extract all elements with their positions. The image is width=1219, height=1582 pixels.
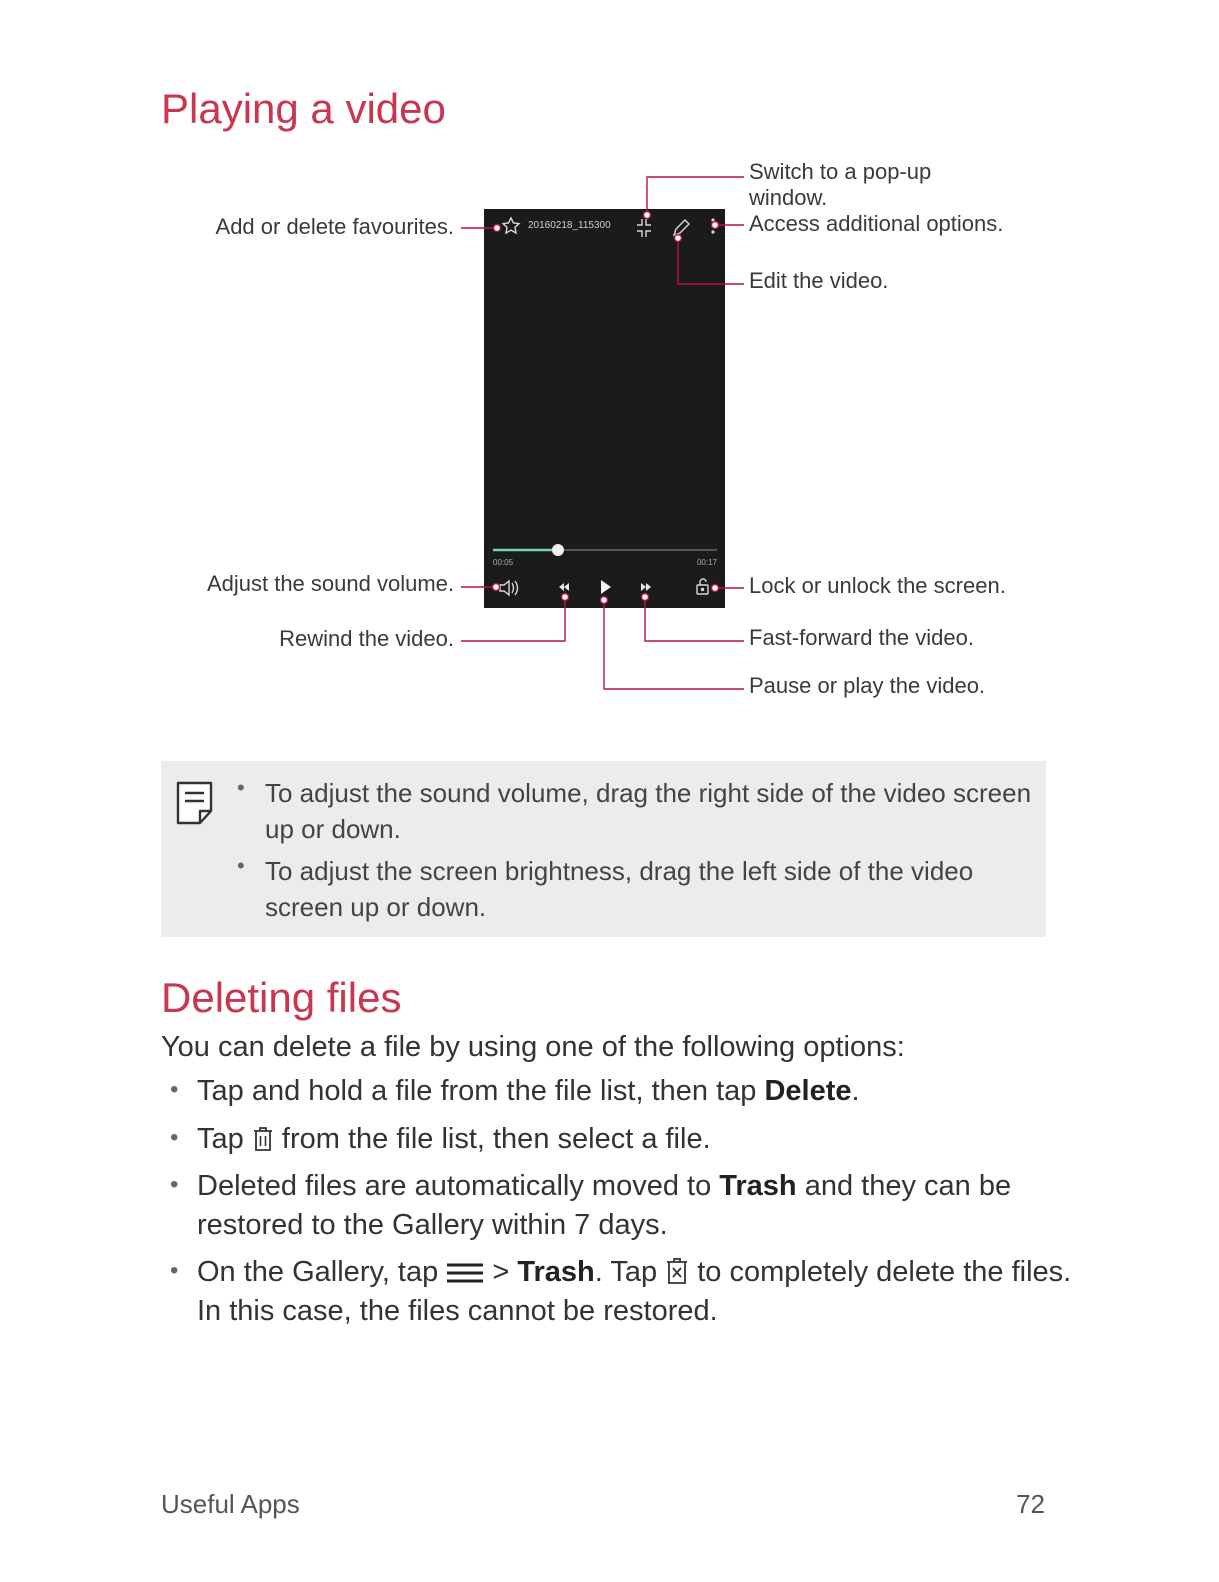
list-bullet: • (170, 1257, 179, 1284)
delete-forever-icon (665, 1257, 689, 1285)
callout-favourites: Add or delete favourites. (215, 214, 454, 239)
callout-popup-line2: window. (749, 185, 828, 210)
note-box (161, 761, 1046, 937)
delete-option-2: Tap from the file list, then select a file. (197, 1123, 711, 1155)
section-title-playing: Playing a video (161, 85, 446, 132)
list-bullet: • (170, 1076, 179, 1103)
delete-option-1: Tap and hold a file from the file list, then tap Delete. (197, 1075, 860, 1107)
callout-fastforward: Fast-forward the video. (749, 625, 974, 650)
menu-icon (446, 1261, 484, 1285)
callout-leaders (0, 0, 1219, 760)
trash-icon (252, 1126, 274, 1152)
page-number: 72 (1016, 1489, 1045, 1519)
list-bullet: • (170, 1124, 179, 1151)
delete-option-3: Deleted files are automatically moved to Trash and they can be restored to the Gallery within 7 days. (197, 1170, 1012, 1241)
section-title-deleting: Deleting files (161, 974, 402, 1021)
callout-volume: Adjust the sound volume. (206, 571, 454, 596)
deleting-intro: You can delete a file by using one of the following options: (161, 1031, 905, 1063)
list-bullet: • (170, 1171, 179, 1198)
note-item-1: To adjust the sound volume, drag the right side of the video screen up or down. (265, 778, 1032, 844)
trash-label: Trash (719, 1170, 797, 1202)
time-total: 00:17 (696, 558, 717, 567)
delete-label: Delete (764, 1075, 852, 1107)
callout-lock: Lock or unlock the screen. (749, 573, 1006, 598)
callout-edit: Edit the video. (749, 268, 889, 293)
note-icon (175, 780, 215, 826)
trash-label: Trash (517, 1256, 595, 1288)
callout-options: Access additional options. (749, 211, 1004, 236)
note-bullet: • (237, 775, 245, 800)
delete-option-4: On the Gallery, tap > Trash. Tap to completely delete the files. In this case, the files cannot be restored. (197, 1256, 1072, 1327)
video-filename: 20160218_115300 (528, 220, 611, 231)
callout-playpause: Pause or play the video. (749, 673, 986, 698)
callout-rewind: Rewind the video. (279, 626, 454, 651)
time-current: 00:05 (493, 558, 514, 567)
note-bullet: • (237, 853, 245, 878)
callout-popup-line1: Switch to a pop-up (749, 159, 932, 184)
note-item-2: To adjust the screen brightness, drag the left side of the video screen up or down. (265, 856, 974, 922)
footer-section: Useful Apps (161, 1489, 300, 1519)
